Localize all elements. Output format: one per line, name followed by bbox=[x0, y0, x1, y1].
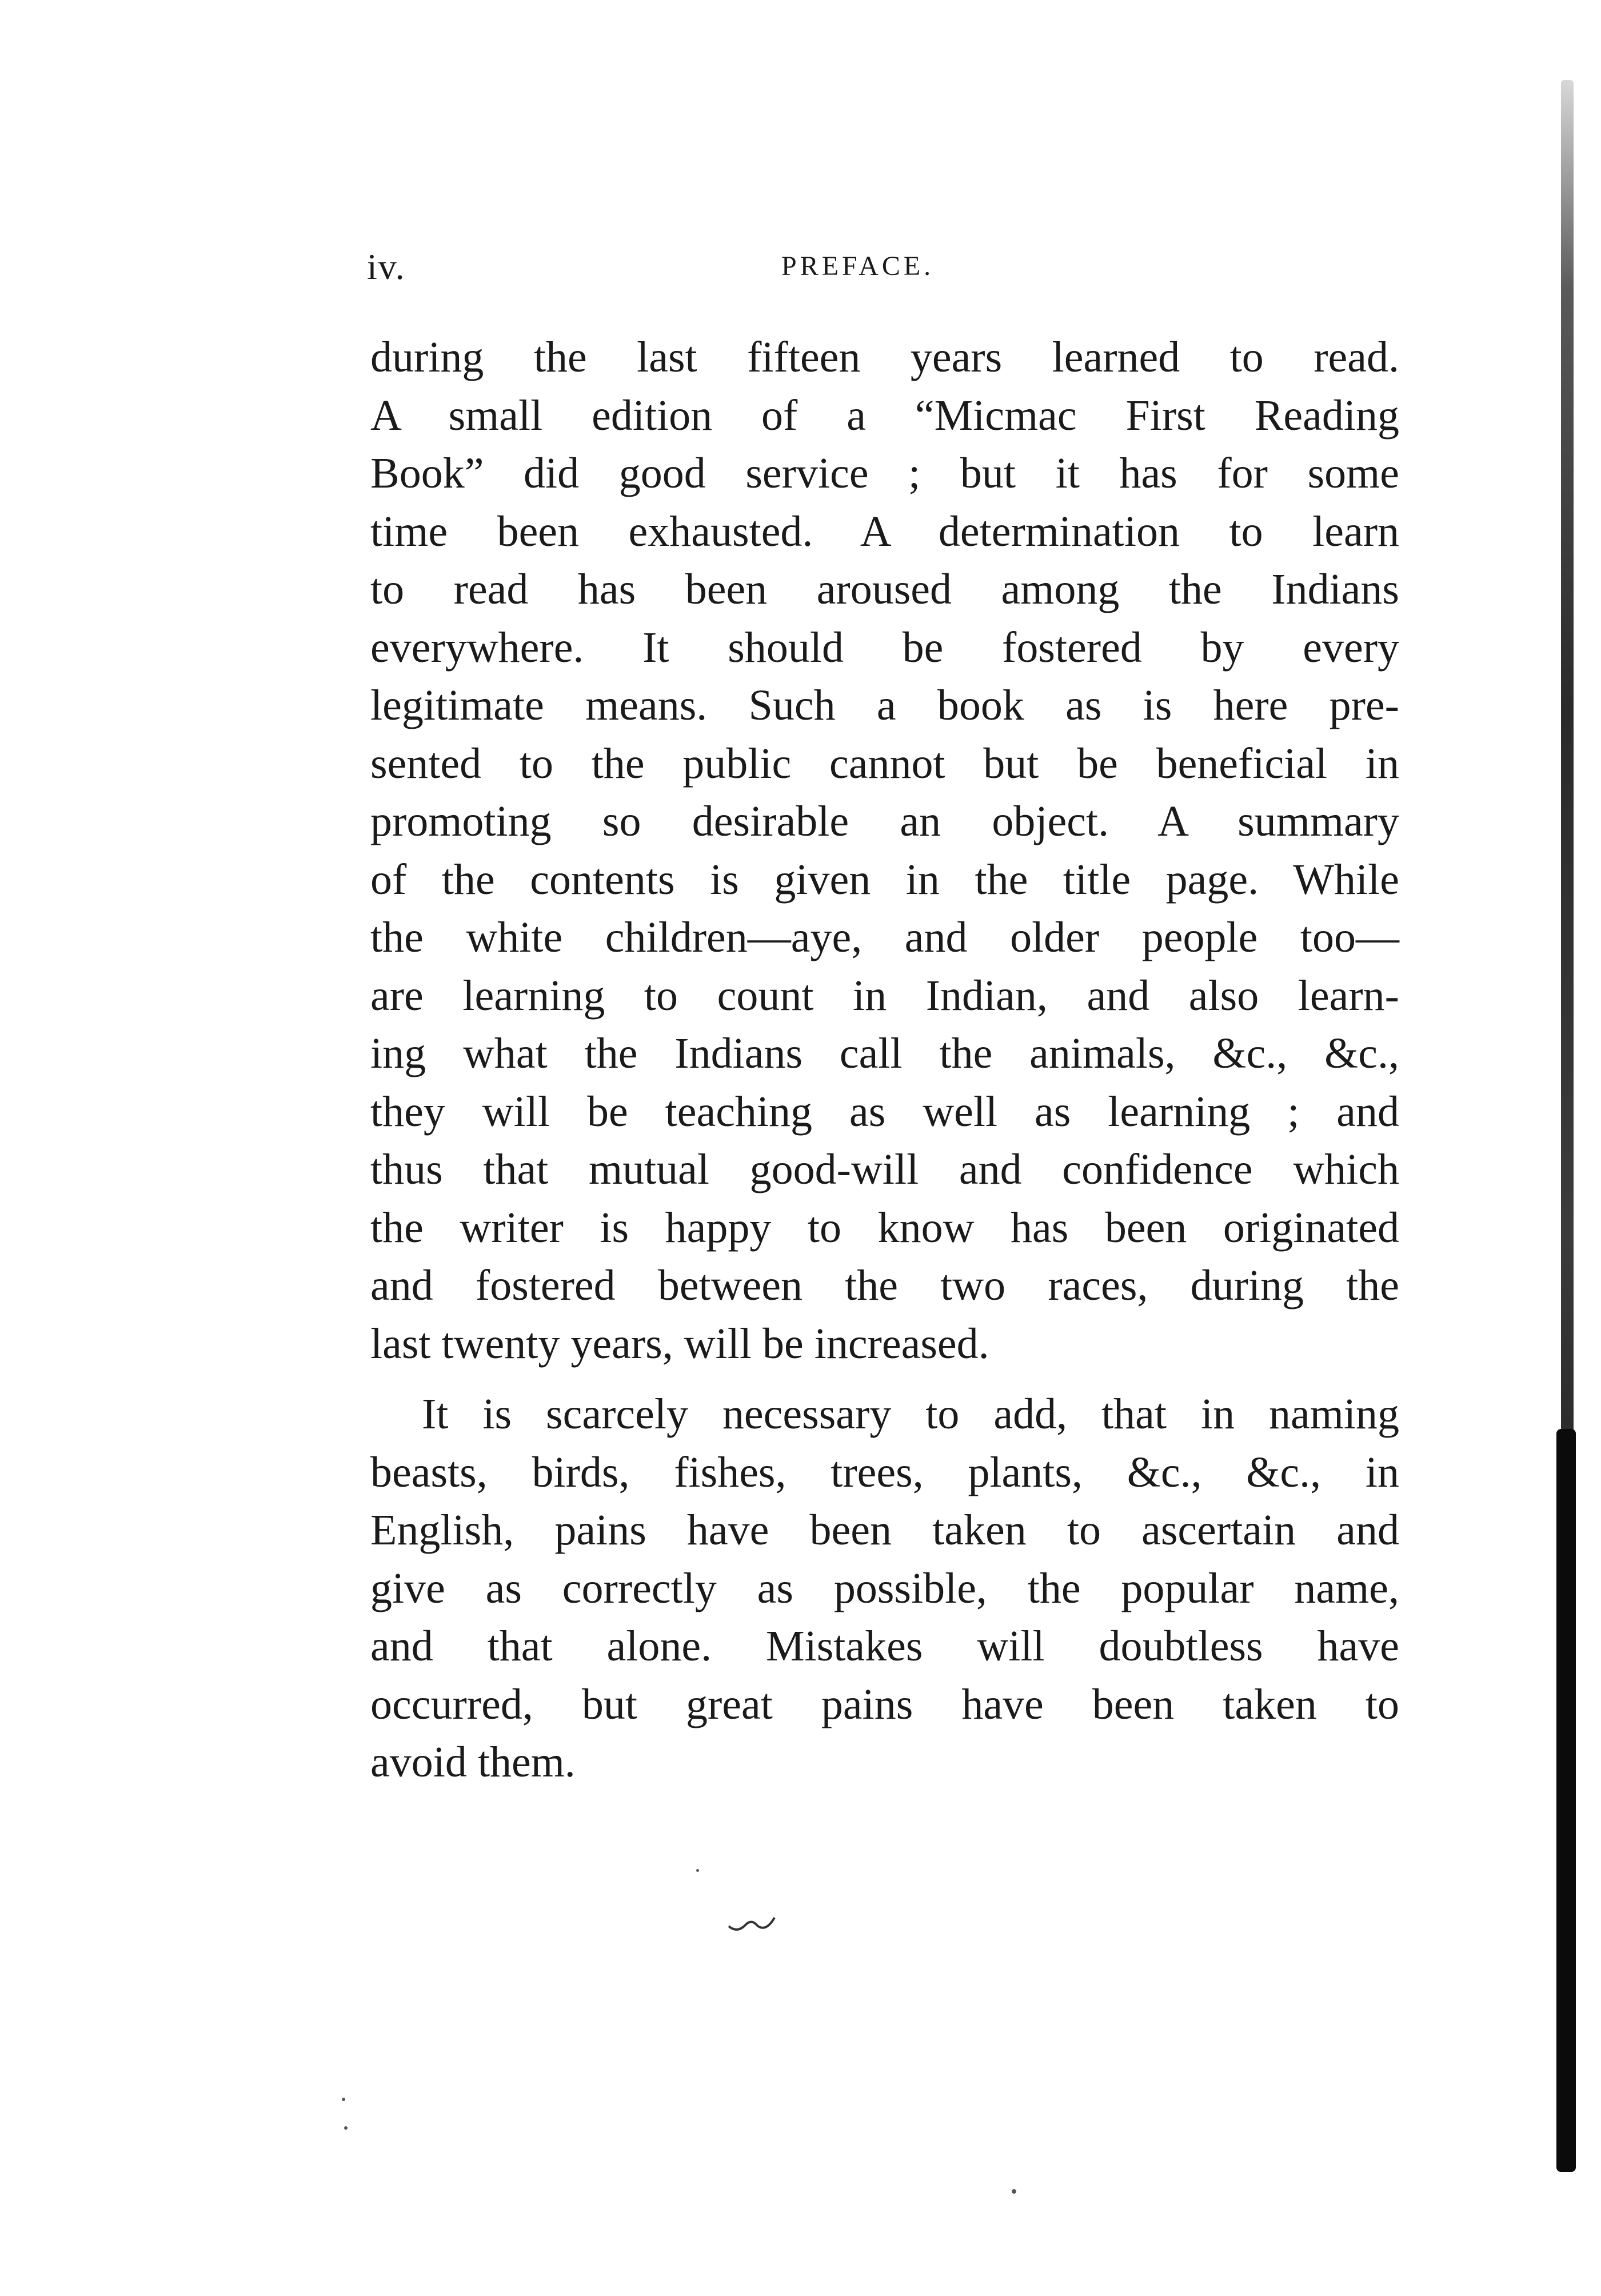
text-line: sented to the public cannot but be beneficial in bbox=[370, 739, 1399, 788]
text-line: occurred, but great pains have been taken to bbox=[370, 1680, 1399, 1728]
speck bbox=[1012, 2189, 1016, 2194]
text-line: they will be teaching as well as learning ; and bbox=[370, 1087, 1399, 1136]
text-line: time been exhausted. A determination to learn bbox=[370, 507, 1399, 556]
gutter-shadow-dark bbox=[1556, 1429, 1576, 2172]
paragraph-2 bbox=[370, 1385, 1399, 1792]
text-line: beasts, birds, fishes, trees, plants, &c., &c., in bbox=[370, 1448, 1399, 1496]
text-line: of the contents is given in the title page. While bbox=[370, 855, 1399, 904]
speck bbox=[344, 2126, 348, 2130]
text-line: the writer is happy to know has been originated bbox=[370, 1203, 1399, 1252]
speck bbox=[696, 1869, 699, 1872]
text-line: Book” did good service ; but it has for some bbox=[370, 449, 1399, 497]
text-line: ing what the Indians call the animals, &c., &c., bbox=[370, 1029, 1399, 1077]
text-line: during the last fifteen years learned to read. bbox=[370, 333, 1399, 381]
text-line: and that alone. Mistakes will doubtless have bbox=[370, 1622, 1399, 1670]
text-line: and fostered between the two races, during the bbox=[370, 1261, 1399, 1309]
running-head: PREFACE. bbox=[781, 251, 935, 281]
text-line: English, pains have been taken to ascertain and bbox=[370, 1506, 1399, 1554]
page-header bbox=[367, 246, 1019, 297]
text-line: everywhere. It should be fostered by every bbox=[370, 623, 1399, 672]
text-line: last twenty years, will be increased. bbox=[370, 1319, 989, 1368]
text-line: the white children—aye, and older people too— bbox=[370, 913, 1399, 961]
paragraph-1 bbox=[370, 329, 1399, 1373]
text-line: give as correctly as possible, the popular name, bbox=[370, 1564, 1399, 1612]
text-line: It is scarcely necessary to add, that in naming bbox=[422, 1390, 1399, 1438]
body-text bbox=[370, 329, 1399, 1792]
speck bbox=[342, 2098, 345, 2101]
text-line: are learning to count in Indian, and also learn- bbox=[370, 971, 1399, 1020]
ornament-flourish bbox=[726, 1912, 777, 1935]
page-number: iv. bbox=[367, 246, 406, 287]
text-line: legitimate means. Such a book as is here pre- bbox=[370, 681, 1399, 729]
text-line: promoting so desirable an object. A summary bbox=[370, 797, 1399, 845]
text-line: thus that mutual good-will and confidence which bbox=[370, 1145, 1399, 1193]
text-line: A small edition of a “Micmac First Reading bbox=[370, 391, 1399, 440]
text-line: avoid them. bbox=[370, 1738, 576, 1786]
text-line: to read has been aroused among the Indians bbox=[370, 565, 1399, 613]
binding-gutter bbox=[1521, 0, 1601, 2296]
